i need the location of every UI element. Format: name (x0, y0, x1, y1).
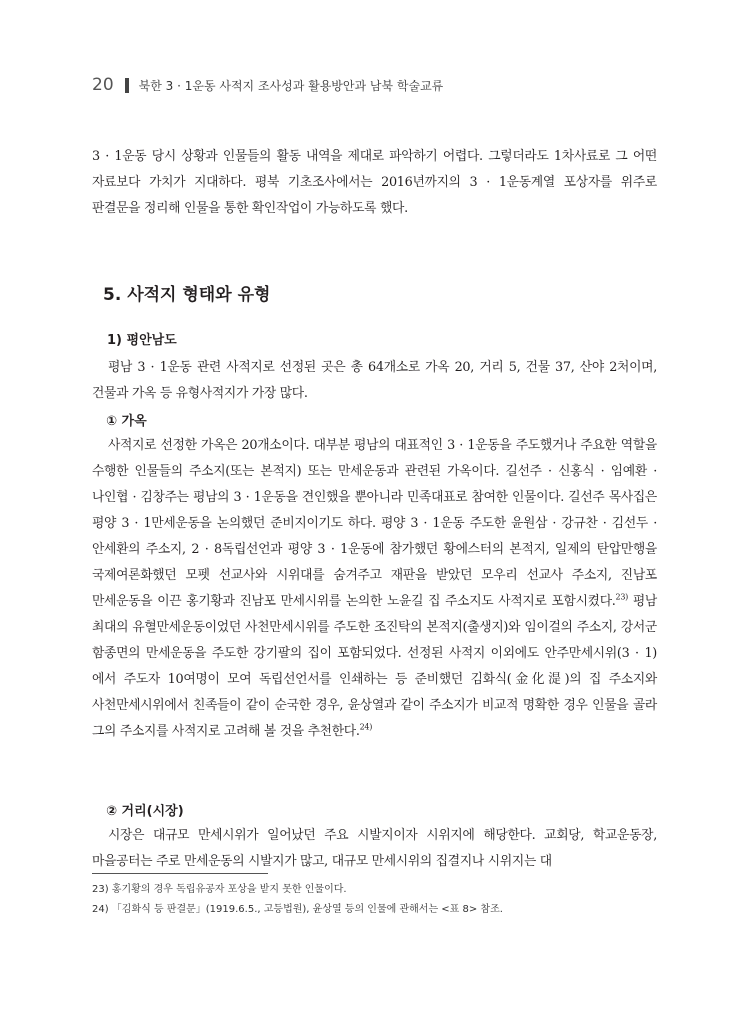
houses-text-part1: 사적지로 선정한 가옥은 20개소이다. 대부분 평남의 대표적인 3 · 1운동을 주도했거나 주요한 역할을 수행한 인물들의 주소지(또는 본적지) 또는 만세운동과 관련된 가옥이다. 길선주 · 신홍식 · 임예환 · 나인협 · 김창주는 평남의 3 · 1운동을 견인했을 뿐아니라 민족대표로 참여한 인물이다. 길선주 목사집은 평양 3 · 1만세운동을 논의했던 준비지이기도 하다. 평양 3 · 1운동 주도한 윤원삼 · 강규찬 · 김선두 · 안세환의 주소지, 2 · 8독립선언과 평양 3 · 1운동에 참가했던 황에스터의 본적지, 일제의 탄압만행을 국제여론화했던 모펫 선교사와 시위대를 숨겨주고 재판을 받았던 모우리 선교사 주소지, 진남포 만세운동을 이끈 홍기황과 진남포 만세시위를 논의한 노윤길 집 주소지도 사적지로 포함시켰다. (92, 438, 657, 609)
running-title: 북한 3 · 1운동 사적지 조사성과 활용방안과 남북 학술교류 (138, 78, 444, 93)
subsection-paragraph: 평남 3 · 1운동 관련 사적지로 선정된 곳은 총 64개소로 가옥 20, 거리 5, 건물 37, 산야 2처이며, 건물과 가옥 등 유형사적지가 가장 많다. (92, 360, 657, 401)
footnote-24: 24) 「김화식 등 판결문」(1919.6.5., 고등법원), 윤상열 등의 인물에 관해서는 <표 8> 참조. (92, 904, 503, 915)
streets-paragraph: 시장은 대규모 만세시위가 일어났던 주요 시발지이자 시위지에 해당한다. 교회당, 학교운동장, 마을공터는 주로 만세운동의 시발지가 많고, 대규모 만세시위의 집결지나 시위지는 대 (92, 828, 657, 869)
item-title-houses: ① 가옥 (106, 414, 147, 429)
item-title-streets: ② 거리(시장) (106, 804, 184, 819)
section-title: 5. 사적지 형태와 유형 (103, 285, 271, 305)
page-number: 20 (92, 75, 114, 95)
houses-paragraph (92, 433, 657, 745)
footnotes (92, 880, 662, 920)
subsection-title: 1) 평안남도 (107, 333, 177, 348)
footnote-divider (92, 873, 268, 874)
intro-paragraph: 3 · 1운동 당시 상황과 인물들의 활동 내역을 제대로 파악하기 어렵다. 그렇더라도 1차사료로 그 어떤 자료보다 가치가 지대하다. 평북 기초조사에서는 2016년까지의 3 · 1운동계열 포상자를 위주로 판결문을 정리해 인물을 통한 확인작업이 가능하도록 했다. (92, 149, 657, 216)
footnote-ref-24: 24) (359, 722, 373, 732)
running-header (92, 74, 443, 96)
footnote-23: 23) 홍기황의 경우 독립유공자 포상을 받지 못한 인물이다. (92, 884, 347, 895)
footnote-ref-23: 23) (615, 592, 628, 602)
header-divider (125, 78, 129, 93)
houses-text-part2: 평남 최대의 유혈만세운동이었던 사천만세시위를 주도한 조진탁의 본적지(출생지)와 임이걸의 주소지, 강서군 함종면의 만세운동을 주도한 강기팔의 집이 포함되었다. 선정된 사적지 이외에도 안주만세시위(3 · 1)에서 주도자 10여명이 모여 독립선언서를 인쇄하는 등 준비했던 김화식(金化湜)의 집 주소지와 사천만세시위에서 친족들이 같이 순국한 경우, 윤상열과 같이 주소지가 비교적 명확한 경우 인물을 골라 그의 주소지를 사적지로 고려해 볼 것을 추천한다. (92, 594, 657, 739)
